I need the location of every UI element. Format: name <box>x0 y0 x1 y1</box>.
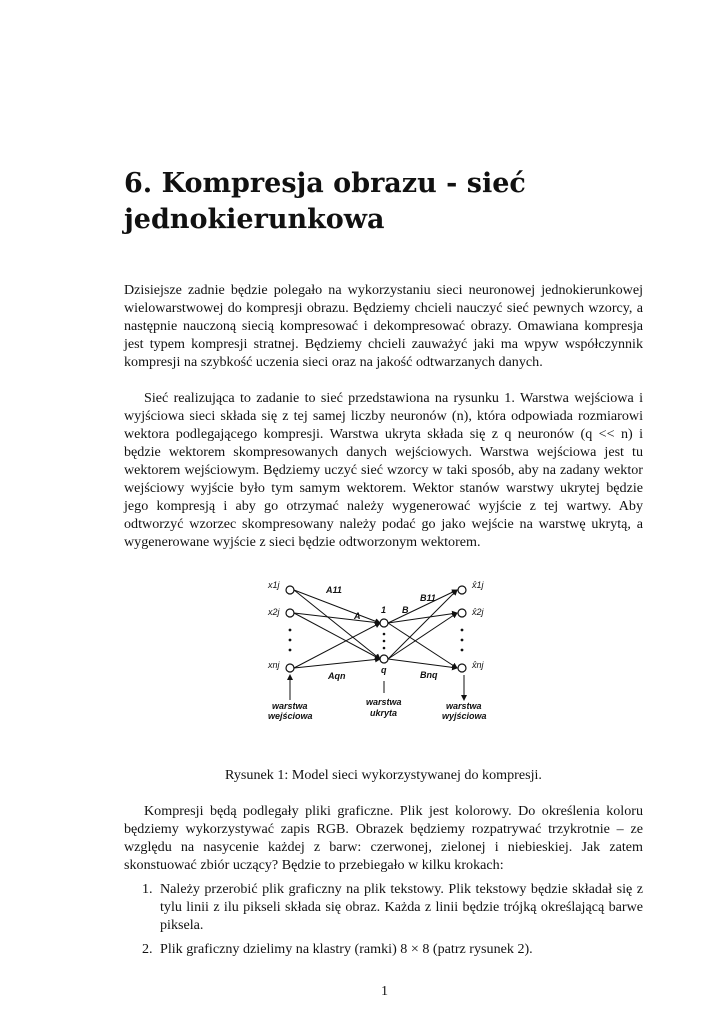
input-neuron-1 <box>286 586 294 594</box>
label-Bnq: Bnq <box>420 670 438 680</box>
page-number: 1 <box>380 983 389 999</box>
intro-paragraph: Dzisiejsze zadnie będzie polegało na wykorzystaniu sieci neuronowej jednokierunkowej wielowarstwowej do kompresji obrazu. Będziemy chcieli nauczyć sieć pewnych wzorcy, a następnie nauczoną siecią kompresować i dekompresować obrazy. Omawiana kompresja jest typem kompresji stratnej. Będziemy chcieli zauważyć jaki ma wpyw współczynnik kompresji na szybkość uczenia sieci oraz na jakość odtwarzanych danych. <box>124 282 643 370</box>
output-neuron-2 <box>458 609 466 617</box>
section-title: 6. Kompresja obrazu - sieć jednokierunkowa <box>124 168 526 235</box>
label-outnj: x̂nj <box>472 660 484 670</box>
label-xnj: xnj <box>268 660 280 670</box>
label-hidden-layer-2: ukryta <box>370 708 398 718</box>
hidden-neuron-1 <box>380 619 388 627</box>
label-A11: A11 <box>326 585 342 595</box>
list-item-text: Należy przerobić plik graficzny na plik tekstowy. Plik tekstowy będzie składał się z tylu linii z ilu pikseli składa się obraz. Każda z linii będzie trójką określającą barwe piksela. <box>160 881 643 933</box>
output-neuron-n <box>458 664 466 672</box>
figure-caption: Rysunek 1: Model sieci wykorzystywanej do kompresji. <box>225 767 542 783</box>
steps-list <box>124 880 643 964</box>
label-B: B <box>402 605 409 615</box>
list-item-number: 1. <box>142 881 153 897</box>
label-output-layer-1: warstwa <box>446 701 482 711</box>
label-Aqn: Aqn <box>328 671 346 681</box>
label-hidden-q: q <box>381 665 387 675</box>
label-x1j: x1j <box>268 580 280 590</box>
label-B11: B11 <box>420 593 436 603</box>
label-hidden-1: 1 <box>381 605 387 615</box>
network-diagram <box>254 575 504 725</box>
output-neuron-1 <box>458 586 466 594</box>
label-out2j: x̂2j <box>472 607 484 617</box>
list-item <box>124 940 643 958</box>
hidden-neuron-q <box>380 655 388 663</box>
list-item <box>124 880 643 934</box>
label-input-layer-2: wejściowa <box>268 711 313 721</box>
input-neuron-2 <box>286 609 294 617</box>
label-hidden-layer-1: warstwa <box>366 697 402 707</box>
input-neuron-n <box>286 664 294 672</box>
list-item-text: Plik graficzny dzielimy na klastry (ramki) 8 × 8 (patrz rysunek 2). <box>160 941 533 957</box>
label-output-layer-2: wyjściowa <box>442 711 487 721</box>
rgb-paragraph: Kompresji będą podlegały pliki graficzne. Plik jest kolorowy. Do określenia koloru będziemy wykorzystywać zapis RGB. Obrazek będziemy rozpatrywać trzykrotnie – ze względu na nasycenie każdej z barw: czerwonej, zielonej i niebieskiej. Jak zatem skonstuować zbiór uczący? Będzie to przebiegało w kilku krokach: <box>124 803 643 873</box>
label-A: A <box>354 611 361 621</box>
list-item-number: 2. <box>142 941 153 957</box>
label-x2j: x2j <box>268 607 280 617</box>
label-input-layer-1: warstwa <box>272 701 308 711</box>
label-out1j: x̂1j <box>472 580 484 590</box>
network-paragraph: Sieć realizująca to zadanie to sieć przedstawiona na rysunku 1. Warstwa wejściowa i wyjściowa sieci składa się z tej samej liczby neuronów (n), która odpowiada rozmiarowi wektora podlegającego kompresji. Warstwa ukryta składa się z q neuronów (q << n) i będzie wektorem skompresowanych danych wejściowych. Warstwa wejściowa jest tu wektorem wejściowym. Będziemy uczyć sieć wzorcy w taki sposób, aby na zadany wektor wejściowy wyjście było tym samym wektorem. Wektor stanów warstwy ukrytej będzie jego kompresją i aby go otrzymać należy wygenerować wyjście z tej wartwy. Aby odtworzyć wzorzec skompresowany należy podać go jako wejście na warstwę ukrytą, a wygenerowane wyjście z sieci będzie odtworzonym wektorem. <box>124 390 643 550</box>
